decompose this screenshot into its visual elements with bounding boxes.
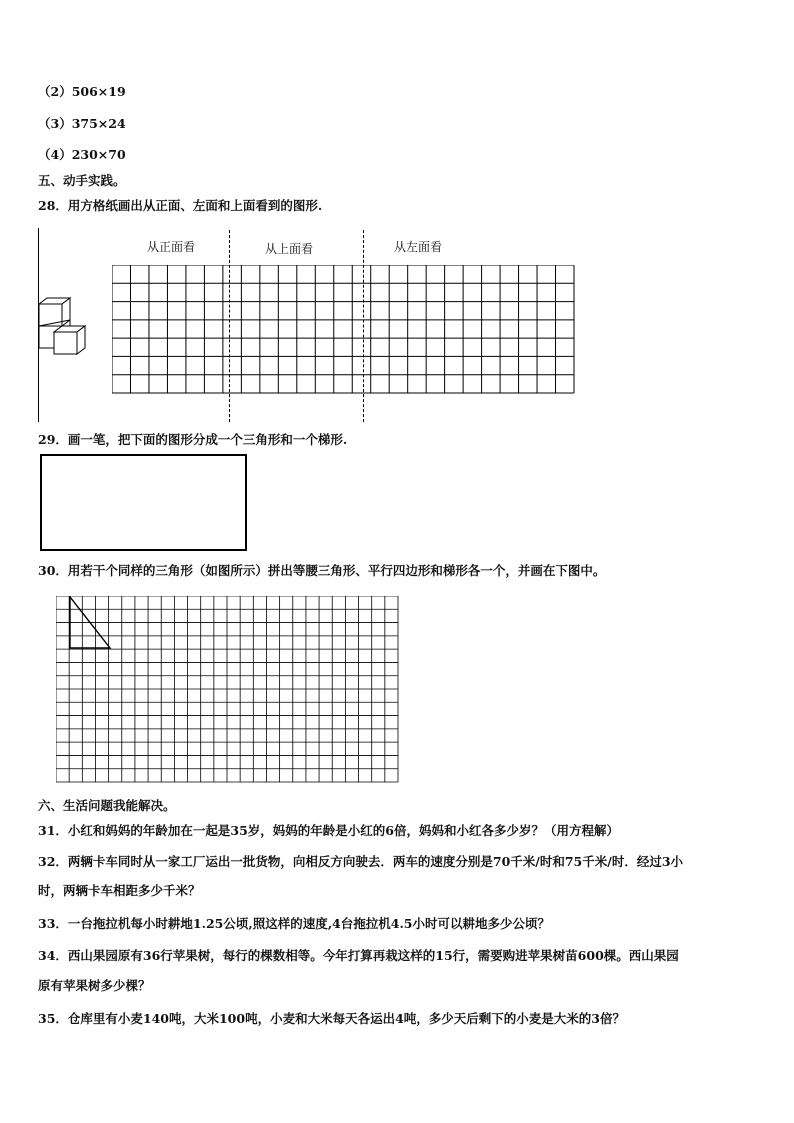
question-35-text: 35．仓库里有小麦140吨，大米100吨，小麦和大米每天各运出4吨，多少天后剩下的小麦是大米的3倍？ <box>38 1011 625 1026</box>
question-31-text: 31．小红和妈妈的年龄加在一起是35岁，妈妈的年龄是小红的6倍，妈妈和小红各多少岁？（用方程解） <box>38 823 619 838</box>
section-5-title: 五、动手实践。 <box>38 173 126 188</box>
stacked-cubes-figure <box>38 296 98 358</box>
label-left-view: 从左面看 <box>394 240 443 254</box>
exercise-27-4: （4）230×70 <box>38 147 126 162</box>
question-32-line-2: 时，两辆卡车相距多少千米？ <box>38 883 201 898</box>
label-front-view: 从正面看 <box>147 240 196 254</box>
question-33-text: 33．一台拖拉机每小时耕地1.25公顷,照这样的速度,4台拖拉机4.5小时可以耕地多少公顷？ <box>38 916 550 931</box>
question-34-line-1: 34．西山果园原有36行苹果树，每行的棵数相等。今年打算再栽这样的15行，需要购进苹果树苗600棵。西山果园 <box>38 948 679 963</box>
question-32-line-1: 32．两辆卡车同时从一家工厂运出一批货物，向相反方向驶去．两车的速度分别是70千米/时和75千米/时．经过3小 <box>38 854 684 869</box>
question-30-text: 30．用若干个同样的三角形（如图所示）拼出等腰三角形、平行四边形和梯形各一个，并画在下图中。 <box>38 563 606 578</box>
exercise-27-2: （2）506×19 <box>38 84 126 99</box>
label-top-view: 从上面看 <box>265 242 314 256</box>
exercise-27-3: （3）375×24 <box>38 116 126 131</box>
question-28-text: 28．用方格纸画出从正面、左面和上面看到的图形. <box>38 198 323 213</box>
grid-paper-q28 <box>112 265 576 395</box>
section-6-title: 六、生活问题我能解决。 <box>38 798 176 813</box>
question-29-text: 29．画一笔，把下面的图形分成一个三角形和一个梯形. <box>38 432 348 447</box>
rectangle-to-divide <box>40 454 247 551</box>
grid-paper-q30 <box>56 596 400 784</box>
question-34-line-2: 原有苹果树多少棵？ <box>38 978 151 993</box>
